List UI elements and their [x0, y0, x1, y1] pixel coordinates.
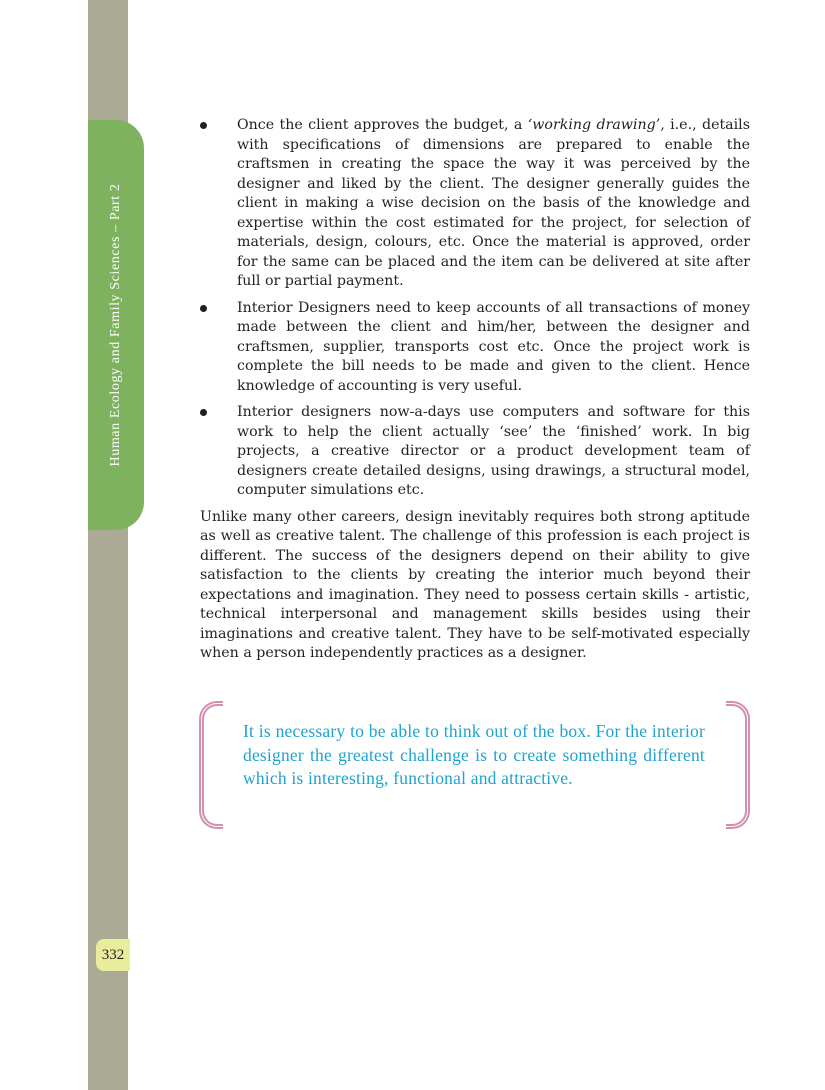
bullet-text-pre: Once the client approves the budget, a — [237, 117, 528, 133]
bullet-list — [200, 116, 750, 501]
list-item — [200, 299, 750, 397]
page-number: 332 — [96, 939, 130, 971]
left-bracket-icon — [199, 701, 223, 829]
bullet-text: Interior Designers need to keep accounts of all transactions of money made between the client and him/her, between the designer and craftsmen, supplier, transports cost etc. Once the project work is complete the bill needs to be made and given to the client. Hence knowledge of accounting is very useful. — [237, 299, 750, 394]
highlight-text: It is necessary to be able to think out of the box. For the interior designer the greatest challenge is to create something different which is interesting, functional and attractive. — [243, 721, 705, 788]
bullet-icon — [200, 305, 207, 312]
list-item — [200, 116, 750, 292]
main-content — [200, 116, 750, 664]
bullet-text: Interior designers now-a-days use computers and software for this work to help the client actually ‘see’ the ‘finished’ work. In big projects, a creative director or a product development team of designers create detailed designs, using drawings, a structural model, computer simulations etc. — [237, 404, 750, 498]
bullet-icon — [200, 122, 207, 129]
list-item — [200, 403, 750, 501]
right-bracket-icon — [726, 701, 750, 829]
bullet-text-post: , i.e., details with specifications of dimensions are prepared to enable the craftsmen in creating the space the way it was perceived by the designer and liked by the client. The designer generally guides the client in making a wise decision on the basis of the knowledge and expertise within the cost estimated for the project, for selection of materials, design, colours, etc. Once the material is approved, order for the same can be placed and the item can be delivered at site after full or partial payment. — [237, 117, 750, 289]
body-paragraph: Unlike many other careers, design inevitably requires both strong aptitude as well as creative talent. The challenge of this profession is each project is different. The success of the designers depend on their ability to give satisfaction to the clients by creating the interior much beyond their expectations and imagination. They need to possess certain skills - artistic, technical interpersonal and management skills besides using their imaginations and creative talent. They have to be self-motivated especially when a person independently practices as a designer. — [200, 508, 750, 661]
highlight-box — [199, 701, 750, 829]
working-drawing-term: ‘working drawing’ — [527, 117, 661, 133]
bullet-icon — [200, 409, 207, 416]
chapter-title: Human Ecology and Family Sciences – Part 2 — [108, 183, 123, 467]
